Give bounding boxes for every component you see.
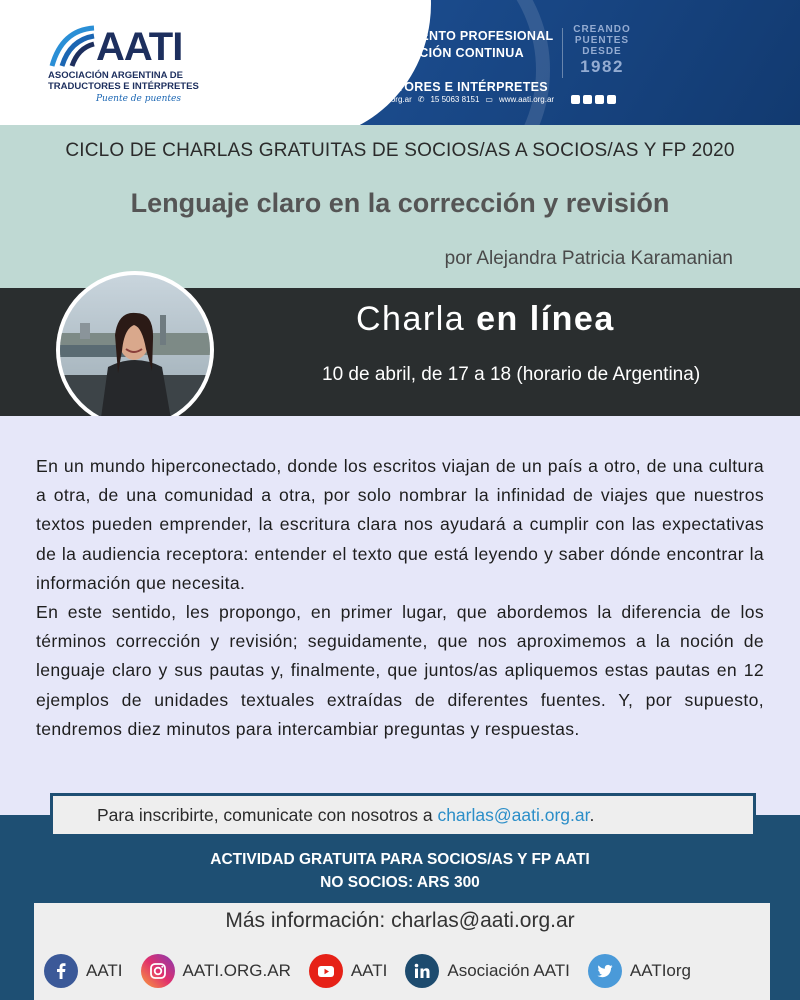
logo-wordmark: AATI xyxy=(96,25,183,69)
social-instagram[interactable] xyxy=(141,954,291,988)
monitor-icon: ▭ xyxy=(485,95,493,104)
social-links xyxy=(44,952,774,990)
org-name-line1: ASOCIACIÓN ARGENTINA DE xyxy=(48,70,183,81)
youtube-icon[interactable] xyxy=(607,95,616,104)
facebook-icon xyxy=(44,954,78,988)
youtube-icon xyxy=(309,954,343,988)
send-icon: ➤ xyxy=(342,95,349,104)
contact-web[interactable]: www.aati.org.ar xyxy=(498,95,555,104)
linkedin-label: Asociación AATI xyxy=(447,961,570,980)
twitter-label: AATIorg xyxy=(629,961,691,980)
social-facebook[interactable] xyxy=(44,954,123,988)
aati-logo[interactable] xyxy=(48,22,208,112)
online-heading xyxy=(356,300,615,339)
linkedin-icon[interactable] xyxy=(571,95,580,104)
description-paragraph-2: En este sentido, les propongo, en primer lugar, que abordemos la diferencia de los términos corrección y revisión; seguidamente, que nos aproximemos a la noción de lenguaje claro y sus pautas y, finalmente, que juntos/as apliquemos estas pautas en 12 ejemplos de unidades textuales extraídas de diferentes fuentes. Y, por supuesto, tendremos diez minutos para intercambiar preguntas y respuestas. xyxy=(36,602,764,739)
twitter-icon[interactable] xyxy=(583,95,592,104)
facebook-icon[interactable] xyxy=(595,95,604,104)
header-divider xyxy=(562,28,563,78)
header-tagline xyxy=(342,28,557,96)
contact-email[interactable]: info@aati.org.ar xyxy=(354,95,412,104)
social-linkedin[interactable] xyxy=(405,954,570,988)
tagline-line2: Y CAPACITACIÓN CONTINUA PARA xyxy=(342,46,524,77)
youtube-label: AATI xyxy=(350,961,388,980)
talk-title: Lenguaje claro en la corrección y revisión xyxy=(130,188,670,218)
org-name-line2: TRADUCTORES E INTÉRPRETES xyxy=(48,81,199,92)
online-word1: Charla xyxy=(356,300,466,338)
twitter-icon xyxy=(588,954,622,988)
instagram-icon xyxy=(141,954,175,988)
subscribe-email-link[interactable]: charlas@aati.org.ar xyxy=(437,805,590,825)
header-contacts xyxy=(342,95,554,104)
pricing-members: ACTIVIDAD GRATUITA PARA SOCIOS/AS Y FP AATI xyxy=(210,851,590,868)
org-tagline: Puente de puentes xyxy=(96,94,181,104)
social-twitter[interactable] xyxy=(588,954,691,988)
phone-icon: ✆ xyxy=(417,95,425,104)
org-name xyxy=(48,70,218,92)
since-badge xyxy=(572,24,632,77)
pricing xyxy=(0,848,800,894)
since-year: 1982 xyxy=(580,57,624,76)
since-line1: CREANDO xyxy=(573,24,631,35)
tagline-line1: ASESORAMIENTO PROFESIONAL xyxy=(342,29,554,43)
instagram-label: AATI.ORG.AR xyxy=(182,961,291,980)
social-youtube[interactable] xyxy=(309,954,388,988)
linkedin-icon xyxy=(405,954,439,988)
event-date: 10 de abril, de 17 a 18 (horario de Argentina) xyxy=(322,364,701,385)
speaker-photo-image xyxy=(60,275,210,425)
header-social xyxy=(571,95,616,104)
contact-phone[interactable]: 15 5063 8151 xyxy=(430,95,480,104)
since-line2: PUENTES xyxy=(574,35,630,46)
talk-author: por Alejandra Patricia Karamanian xyxy=(444,248,733,269)
online-word2: en línea xyxy=(476,300,615,338)
speaker-photo xyxy=(56,271,214,429)
info-title: Más información: charlas@aati.org.ar xyxy=(225,909,575,932)
subscribe-prefix: Para inscribirte, comunicate con nosotros a xyxy=(97,805,438,825)
cycle-title: CICLO DE CHARLAS GRATUITAS DE SOCIOS/AS A SOCIOS/AS Y FP 2020 xyxy=(65,140,735,161)
subscribe-box xyxy=(50,793,756,837)
description-text xyxy=(36,452,764,744)
pricing-nonmembers: NO SOCIOS: ARS 300 xyxy=(320,874,480,891)
subscribe-suffix: . xyxy=(589,805,595,825)
since-line3: DESDE xyxy=(582,46,622,57)
header-banner xyxy=(0,0,800,125)
description-paragraph-1: En un mundo hiperconectado, donde los escritos viajan de un país a otro, de una cultura a otra, de una comunidad a otra, por solo nombrar la infinidad de viajes que nuestros textos pueden emprender, la escritura clara nos ayudará a cumplir con las expectativas de la audiencia receptora: entender el texto que está leyendo y saber dónde encontrar la información que necesita. xyxy=(36,456,764,593)
tagline-line3: TRADUCTORES E INTÉRPRETES xyxy=(342,80,548,94)
facebook-label: AATI xyxy=(86,961,123,980)
